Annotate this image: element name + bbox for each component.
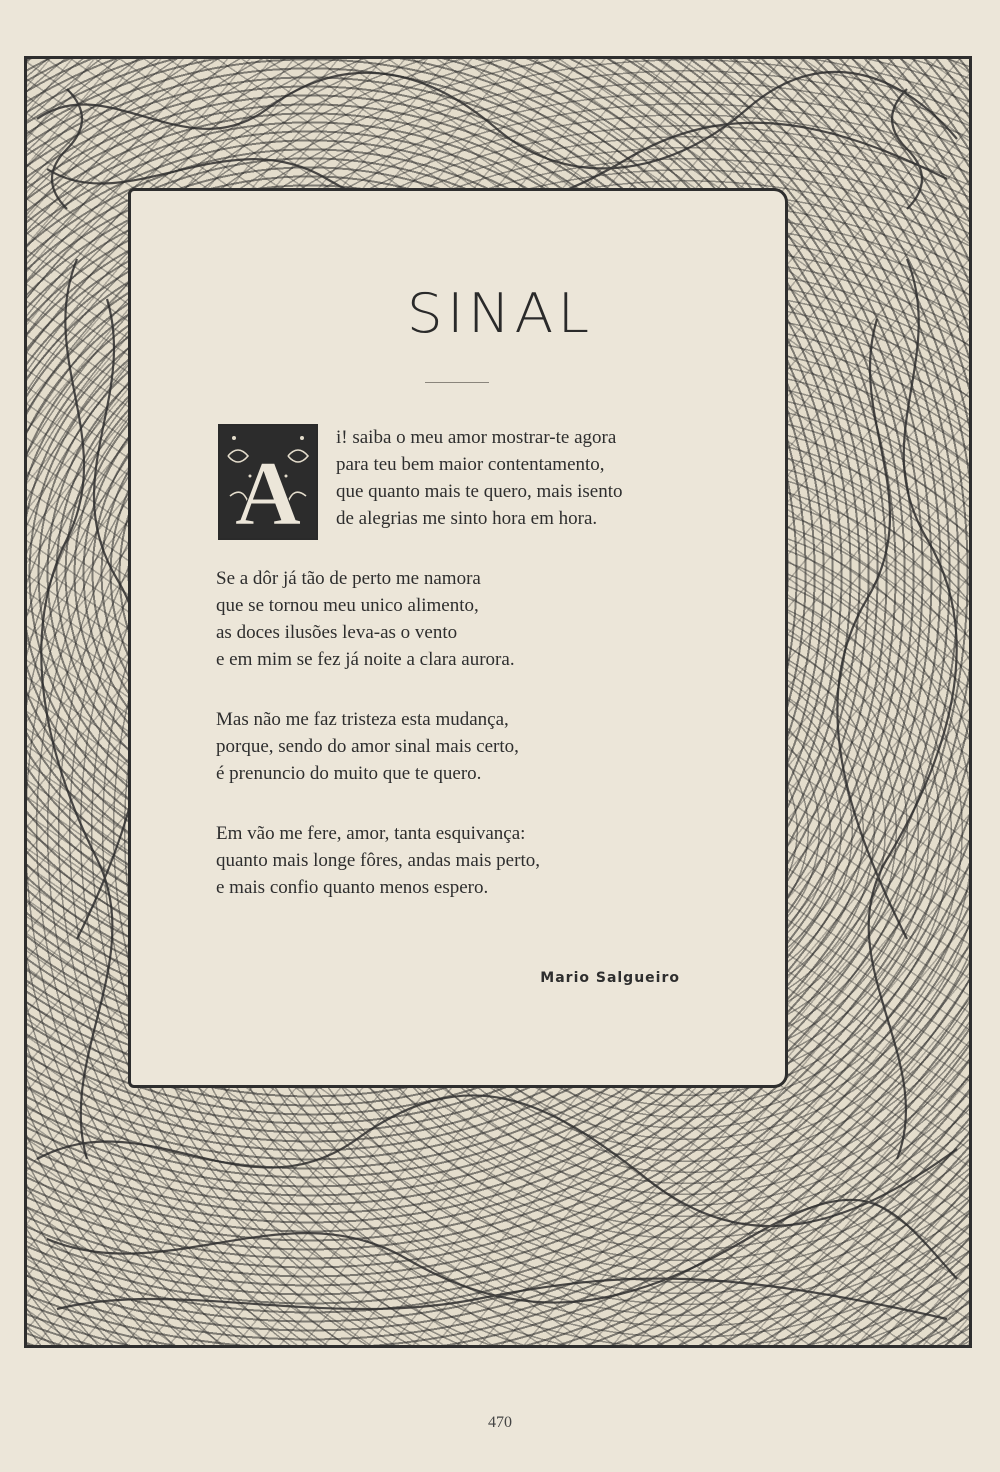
- poem-body: [216, 424, 736, 934]
- poem-title: SINAL: [406, 282, 594, 345]
- drop-cap-letter: A: [234, 442, 302, 538]
- stanza: [216, 565, 736, 673]
- stanza: [216, 706, 736, 787]
- poem-line: quanto mais longe fôres, andas mais perto,: [216, 850, 540, 871]
- poem-line: porque, sendo do amor sinal mais certo,: [216, 736, 519, 757]
- poem-line: que quanto mais te quero, mais isento: [336, 481, 623, 502]
- poem-line: de alegrias me sinto hora em hora.: [336, 508, 598, 529]
- poem-line: que se tornou meu unico alimento,: [216, 595, 479, 616]
- poem-line: e em mim se fez já noite a clara aurora.: [216, 649, 515, 670]
- poem-line: para teu bem maior contentamento,: [336, 454, 605, 475]
- poem-line: i! saiba o meu amor mostrar-te agora: [336, 427, 617, 448]
- stanza: [216, 424, 736, 532]
- author-signature: Mario Salgueiro: [540, 970, 680, 986]
- stanza: [216, 820, 736, 901]
- title-divider: [425, 382, 489, 383]
- poem-line: Se a dôr já tão de perto me namora: [216, 568, 481, 589]
- poem-line: Mas não me faz tristeza esta mudança,: [216, 709, 509, 730]
- poem-line: as doces ilusões leva-as o vento: [216, 622, 458, 643]
- poem-line: Em vão me fere, amor, tanta esquivança:: [216, 823, 526, 844]
- poem-line: e mais confio quanto menos espero.: [216, 877, 489, 898]
- page-number: 470: [488, 1414, 512, 1431]
- poem-line: é prenuncio do muito que te quero.: [216, 763, 482, 784]
